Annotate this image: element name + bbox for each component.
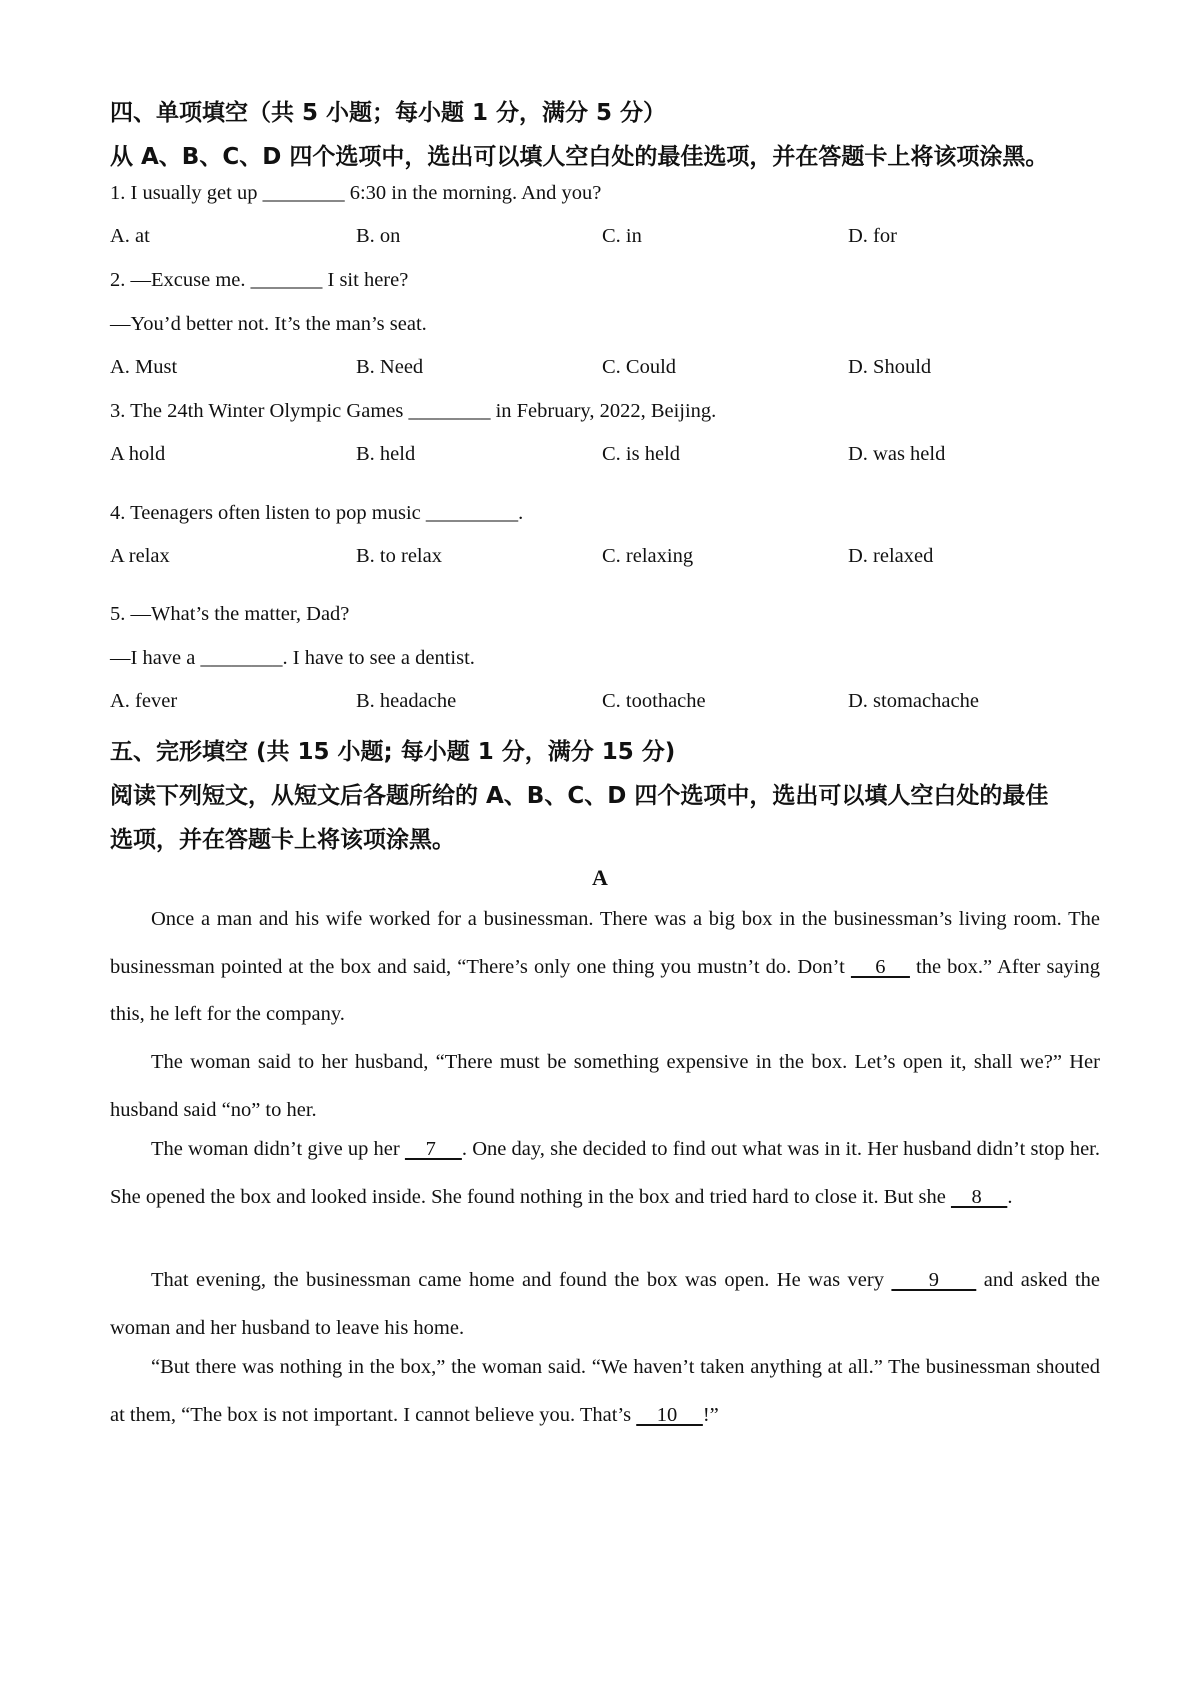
paragraph-3-text-c: . xyxy=(1007,1185,1013,1208)
blank-10: 10 xyxy=(636,1403,703,1426)
blank-9: 9 xyxy=(891,1269,977,1291)
question-1-option-c: C. in xyxy=(602,225,642,247)
question-4-option-a: A relax xyxy=(110,545,170,567)
question-5-option-a: A. fever xyxy=(110,690,178,712)
passage-title: A xyxy=(592,865,608,890)
question-3-option-d: D. was held xyxy=(848,443,946,465)
paragraph-3-text-a: The woman didn’t give up her xyxy=(151,1138,405,1160)
passage-paragraph-1 xyxy=(110,896,1100,1039)
passage-paragraph-2 xyxy=(110,1039,1100,1134)
question-1-option-d: D. for xyxy=(848,225,897,247)
blank-6: 6 xyxy=(850,955,910,978)
question-3-option-b: B. held xyxy=(356,443,416,465)
question-1-option-b: B. on xyxy=(356,225,401,247)
paragraph-1-text-a: Once a man and his wife worked for a businessman. There was a big box in the businessman’s living room. The businessman pointed at the box and said, “There’s only one thing you mustn’t do. Don’t xyxy=(110,908,1100,978)
question-5-response: —I have a ________. I have to see a dentist. xyxy=(110,647,475,669)
section-4-instruction: 从 A、B、C、D 四个选项中，选出可以填人空白处的最佳选项，并在答题卡上将该项涂黑。 xyxy=(110,144,1049,170)
question-2-option-a: A. Must xyxy=(110,356,178,378)
question-1-stem: 1. I usually get up ________ 6:30 in the morning. And you? xyxy=(110,182,602,204)
passage-paragraph-5 xyxy=(110,1344,1100,1439)
section-5-heading: 五、完形填空 (共 15 小题; 每小题 1 分，满分 15 分) xyxy=(110,739,676,765)
question-3-stem: 3. The 24th Winter Olympic Games ________ in February, 2022, Beijing. xyxy=(110,400,717,422)
question-2-response: —You’d better not. It’s the man’s seat. xyxy=(110,313,427,335)
passage-paragraph-4 xyxy=(110,1257,1100,1352)
paragraph-4-text-b: and asked the woman and her husband to leave his home. xyxy=(110,1269,1100,1339)
blank-8: 8 xyxy=(950,1185,1008,1208)
question-4-option-b: B. to relax xyxy=(356,545,442,567)
passage-paragraph-3 xyxy=(110,1126,1100,1221)
question-5-stem: 5. —What’s the matter, Dad? xyxy=(110,603,350,625)
paragraph-3-text-b: . One day, she decided to find out what was in it. Her husband didn’t stop her. She opened the box and looked inside. She found nothing in the box and tried hard to close it. But she xyxy=(110,1138,1100,1208)
question-2-stem: 2. —Excuse me. _______ I sit here? xyxy=(110,269,409,291)
paragraph-1-text-b: the box.” After saying this, he left for the company. xyxy=(110,955,1100,1025)
question-5-option-d: D. stomachache xyxy=(848,690,979,712)
question-2-option-d: D. Should xyxy=(848,356,932,378)
question-4-option-c: C. relaxing xyxy=(602,545,694,567)
question-4-stem: 4. Teenagers often listen to pop music _________. xyxy=(110,502,524,524)
question-2-option-b: B. Need xyxy=(356,356,424,378)
question-5-option-c: C. toothache xyxy=(602,690,706,712)
paragraph-5-text-b: !” xyxy=(702,1403,719,1426)
section-4-heading: 四、单项填空（共 5 小题；每小题 1 分，满分 5 分） xyxy=(110,100,667,126)
question-3-option-a: A hold xyxy=(110,443,166,465)
blank-7: 7 xyxy=(404,1138,462,1160)
section-5-instruction-line-1: 阅读下列短文，从短文后各题所给的 A、B、C、D 四个选项中，选出可以填人空白处的最佳 xyxy=(110,783,1049,809)
section-5-instruction-line-2: 选项，并在答题卡上将该项涂黑。 xyxy=(110,827,455,853)
question-2-option-c: C. Could xyxy=(602,356,677,378)
paragraph-4-text-a: That evening, the businessman came home and found the box was open. He was very xyxy=(151,1269,892,1291)
question-1-option-a: A. at xyxy=(110,225,150,247)
question-5-option-b: B. headache xyxy=(356,690,457,712)
paragraph-5-text-a: “But there was nothing in the box,” the woman said. “We haven’t taken anything at all.” The businessman shouted at them, “The box is not important. I cannot believe you. That’s xyxy=(110,1356,1100,1426)
question-4-option-d: D. relaxed xyxy=(848,545,934,567)
paragraph-2-text: The woman said to her husband, “There must be something expensive in the box. Let’s open it, shall we?” Her husband said “no” to her. xyxy=(110,1051,1100,1121)
question-3-option-c: C. is held xyxy=(602,443,681,465)
